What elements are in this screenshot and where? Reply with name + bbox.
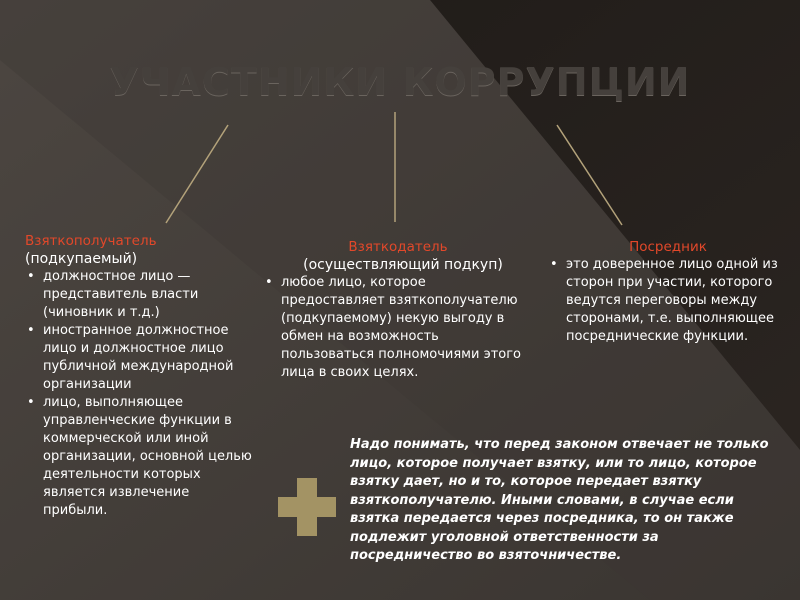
connector-line-right [557, 125, 622, 225]
list-item: • лицо, выполняющее управленческие функции в коммерческой или иной организации, основной целью деятельности которых является извлечение прибыли. [43, 394, 255, 520]
list-item: • должностное лицо — представитель власти (чиновник и т.д.) [43, 268, 255, 322]
column-list [25, 268, 255, 520]
column-bribe-giver [263, 238, 533, 382]
list-item: • любое лицо, которое предоставляет взяткополучателю (подкупаемому) некую выгоду в обмен на возможность пользоваться полномочиями этого лица в своих целях. [281, 274, 533, 382]
column-list [263, 274, 533, 382]
column-role: (подкупаемый) [25, 251, 138, 267]
column-bribe-taker [25, 232, 255, 520]
connector-line-left [166, 125, 228, 223]
column-name: Посредник [629, 239, 707, 255]
note-text: Надо понимать, что перед законом отвечает не только лицо, которое получает взятку, или то лицо, которое взятку дает, но и то, которое передает взятку взяткополучателю. Иными словами, в случае если взятка передается через посредника, то он также подлежит уголовной ответственности за посредничество во взяточничестве. [350, 437, 769, 563]
column-name: Взяткодатель [348, 239, 448, 255]
column-intermediary [548, 238, 788, 346]
column-role: (осуществляющий подкуп) [303, 257, 503, 273]
plus-icon [278, 478, 336, 536]
slide-title: УЧАСТНИКИ КОРРУПЦИИ [109, 60, 691, 104]
list-item: • это доверенное лицо одной из сторон при участии, которого ведутся переговоры между сторонами, т.е. выполняющее посреднические функции. [566, 256, 788, 346]
column-list [548, 256, 788, 346]
column-name: Взяткополучатель [25, 233, 157, 249]
list-item: • иностранное должностное лицо и должностное лицо публичной международной организации [43, 322, 255, 394]
